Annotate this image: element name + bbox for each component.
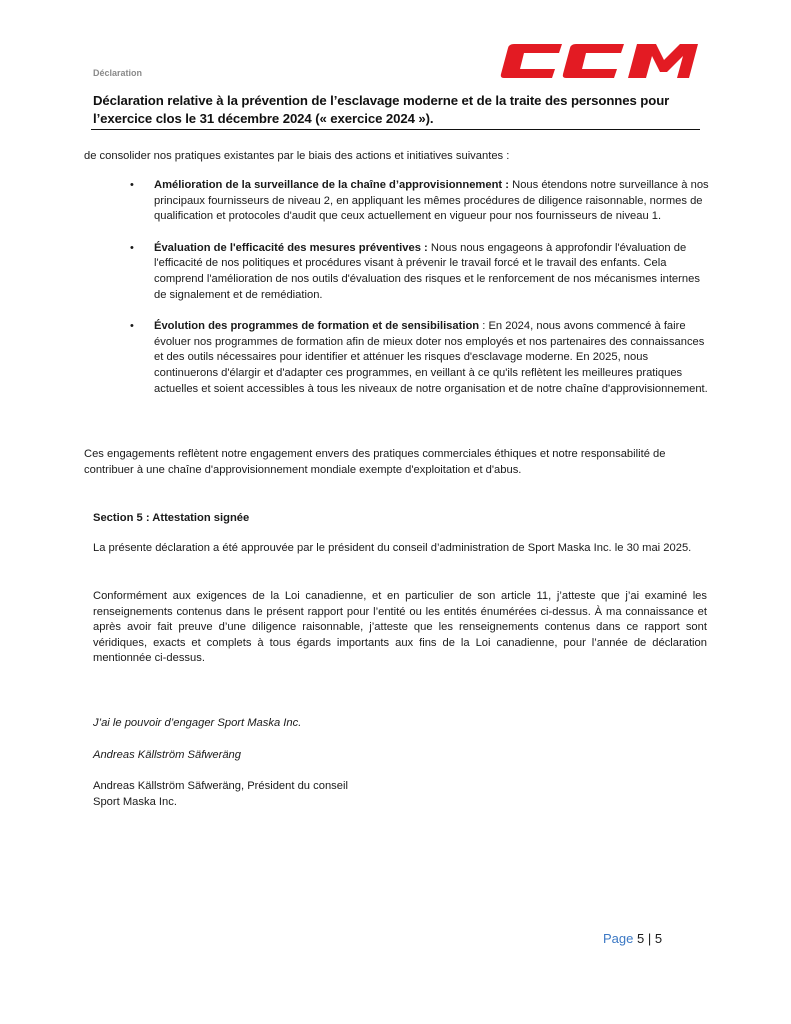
title-divider [91,129,700,130]
page-total: 5 [654,931,663,946]
ccm-logo [500,44,698,78]
page-separator: | [647,931,652,946]
signatory-company: Sport Maska Inc. [93,795,177,808]
list-item [84,319,710,397]
page-number [603,931,662,946]
list-item-lead: Évolution des programmes de formation et de sensibilisation [154,320,480,333]
bullet-icon: • [130,179,134,191]
list-item-lead: Amélioration de la surveillance de la chaîne d’approvisionnement : [154,179,509,191]
list-item [84,178,710,225]
list-item [84,241,710,303]
list-item-text: Nous nous engageons à approfondir l'évaluation de l'efficacité de nos politiques et procédures visant à prévenir le travail forcé et le travail des enfants. Cela comprend l'amélioration de nos outils d'évaluation des risques et le renforcement de nos mécanismes internes de signalement et de remédiation. [154,241,700,301]
list-item-lead: Évaluation de l'efficacité des mesures préventives : [154,241,428,254]
intro-paragraph: de consolider nos pratiques existantes par le biais des actions et initiatives suivantes : [84,150,510,162]
initiatives-list [84,178,710,413]
list-item-text: Nous étendons notre surveillance à nos principaux fournisseurs de niveau 2, en appliquant les mêmes procédures de diligence raisonnable, normes de qualification et protocoles d'audit que ceux actuellement en vigueur pour nos fournisseurs de niveau 1. [154,179,709,223]
section-heading: Section 5 : Attestation signée [93,512,250,524]
closing-paragraph: Ces engagements reflètent notre engagement envers des pratiques commerciales éthiques et notre responsabilité de contribuer à une chaîne d'approvisionnement mondiale exempte d'exploitation et d'abus. [84,448,666,476]
list-item-text: : En 2024, nous avons commencé à faire évoluer nos programmes de formation afin de mieux doter nos employés et nos partenaires des connaissances et des outils nécessaires pour identifier et atténuer les risques d'esclavage moderne. En 2025, nous continuerons d'élargir et d'adapter ces programmes, en veillant à ce qu'ils reflètent les meilleures pratiques actuelles et soient accessibles à tous les niveaux de notre organisation et de notre chaîne d'approvisionnement. [154,320,708,395]
signature: Andreas Källström Säfweräng [93,749,241,761]
signatory-name-title: Andreas Källström Säfweräng, Président du conseil [93,780,348,792]
page-title: Déclaration relative à la prévention de l’esclavage moderne et de la traite des personnes pour l’exercice clos le 31 décembre 2024 (« exercice 2024 »). [93,93,670,126]
approval-paragraph: La présente déclaration a été approuvée par le président du conseil d’administration de Sport Maska Inc. le 30 mai 2025. [93,542,692,554]
bullet-icon: • [130,241,134,254]
signing-authority: J’ai le pouvoir d’engager Sport Maska Inc. [93,717,302,729]
running-head: Déclaration [93,68,143,78]
signatory-block [93,779,348,810]
attestation-paragraph: Conformément aux exigences de la Loi canadienne, et en particulier de son article 11, j’atteste que j’ai examiné les renseignements contenus dans le présent rapport pour l’entité ou les entités énumérées ci-dessus. À ma connaissance et après avoir fait preuve d’une diligence raisonnable, j’atteste que les renseignements contenus dans ce rapport sont véridiques, exacts et complets à tous égards importants aux fins de la Loi canadienne, pour l’année de déclaration mentionnée ci-dessus. [93,590,707,665]
page-current: 5 [637,931,645,946]
bullet-icon: • [130,320,134,333]
page-label: Page [603,931,634,946]
